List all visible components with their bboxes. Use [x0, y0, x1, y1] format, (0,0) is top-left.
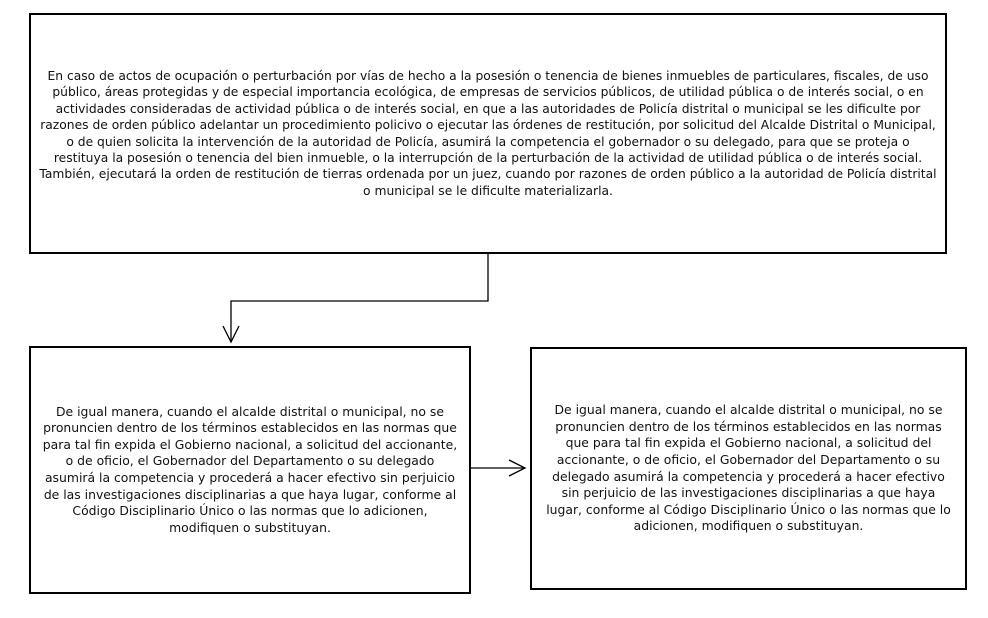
right-box: [530, 347, 967, 590]
left-box-text: De igual manera, cuando el alcalde distrital o municipal, no se pronuncien dentro de los términos establecidos en las normas que para tal fin expida el Gobierno nacional, a solicitud del accionante, o de oficio, el Gobernador del Departamento o su delegado asumirá la competencia y procederá a hacer efectivo sin perjuicio de las investigaciones disciplinarias a que haya lugar, conforme al Código Disciplinario Único o las normas que lo adicionen, modifiquen o substituyan.: [42, 403, 458, 535]
top-box-text: En caso de actos de ocupación o perturbación por vías de hecho a la posesión o tenencia de bienes inmuebles de particulares, fiscales, de uso público, áreas protegidas y de especial importancia ecológica, de empresas de servicios públicos, de utilidad pública o de interés social, o en actividades consideradas de actividad pública o de interés social, en que a las autoridades de Policía distrital o municipal se les dificulte por razones de orden público adelantar un procedimiento policivo o ejecutar las órdenes de restitución, por solicitud del Alcalde Distrital o Municipal, o de quien solicita la intervención de la autoridad de Policía, asumirá la competencia el gobernador o su delegado, para que se proteja o restituya la posesión o tenencia del bien inmueble, o la interrupción de la perturbación de la actividad de utilidad pública o de interés social. También, ejecutará la orden de restitución de tierras ordenada por un juez, cuando por razones de orden público a la autoridad de Policía distrital o municipal se le dificulte materializarla.: [39, 68, 937, 198]
left-box: [29, 346, 471, 594]
right-box-text: De igual manera, cuando el alcalde distrital o municipal, no se pronuncien dentro de los términos establecidos en las normas que para tal fin expida el Gobierno nacional, a solicitud del accionante, o de oficio, el Gobernador del Departamento o su delegado asumirá la competencia y procederá a hacer efectivo sin perjuicio de las investigaciones disciplinarias a que haya lugar, conforme al Código Disciplinario Único o las normas que lo adicionen, modifiquen o substituyan.: [546, 402, 951, 534]
arrowhead-top-to-left: [223, 326, 239, 342]
arrowhead-left-to-right: [509, 460, 525, 476]
top-box: [29, 13, 947, 254]
connector-top-to-left: [231, 254, 488, 342]
